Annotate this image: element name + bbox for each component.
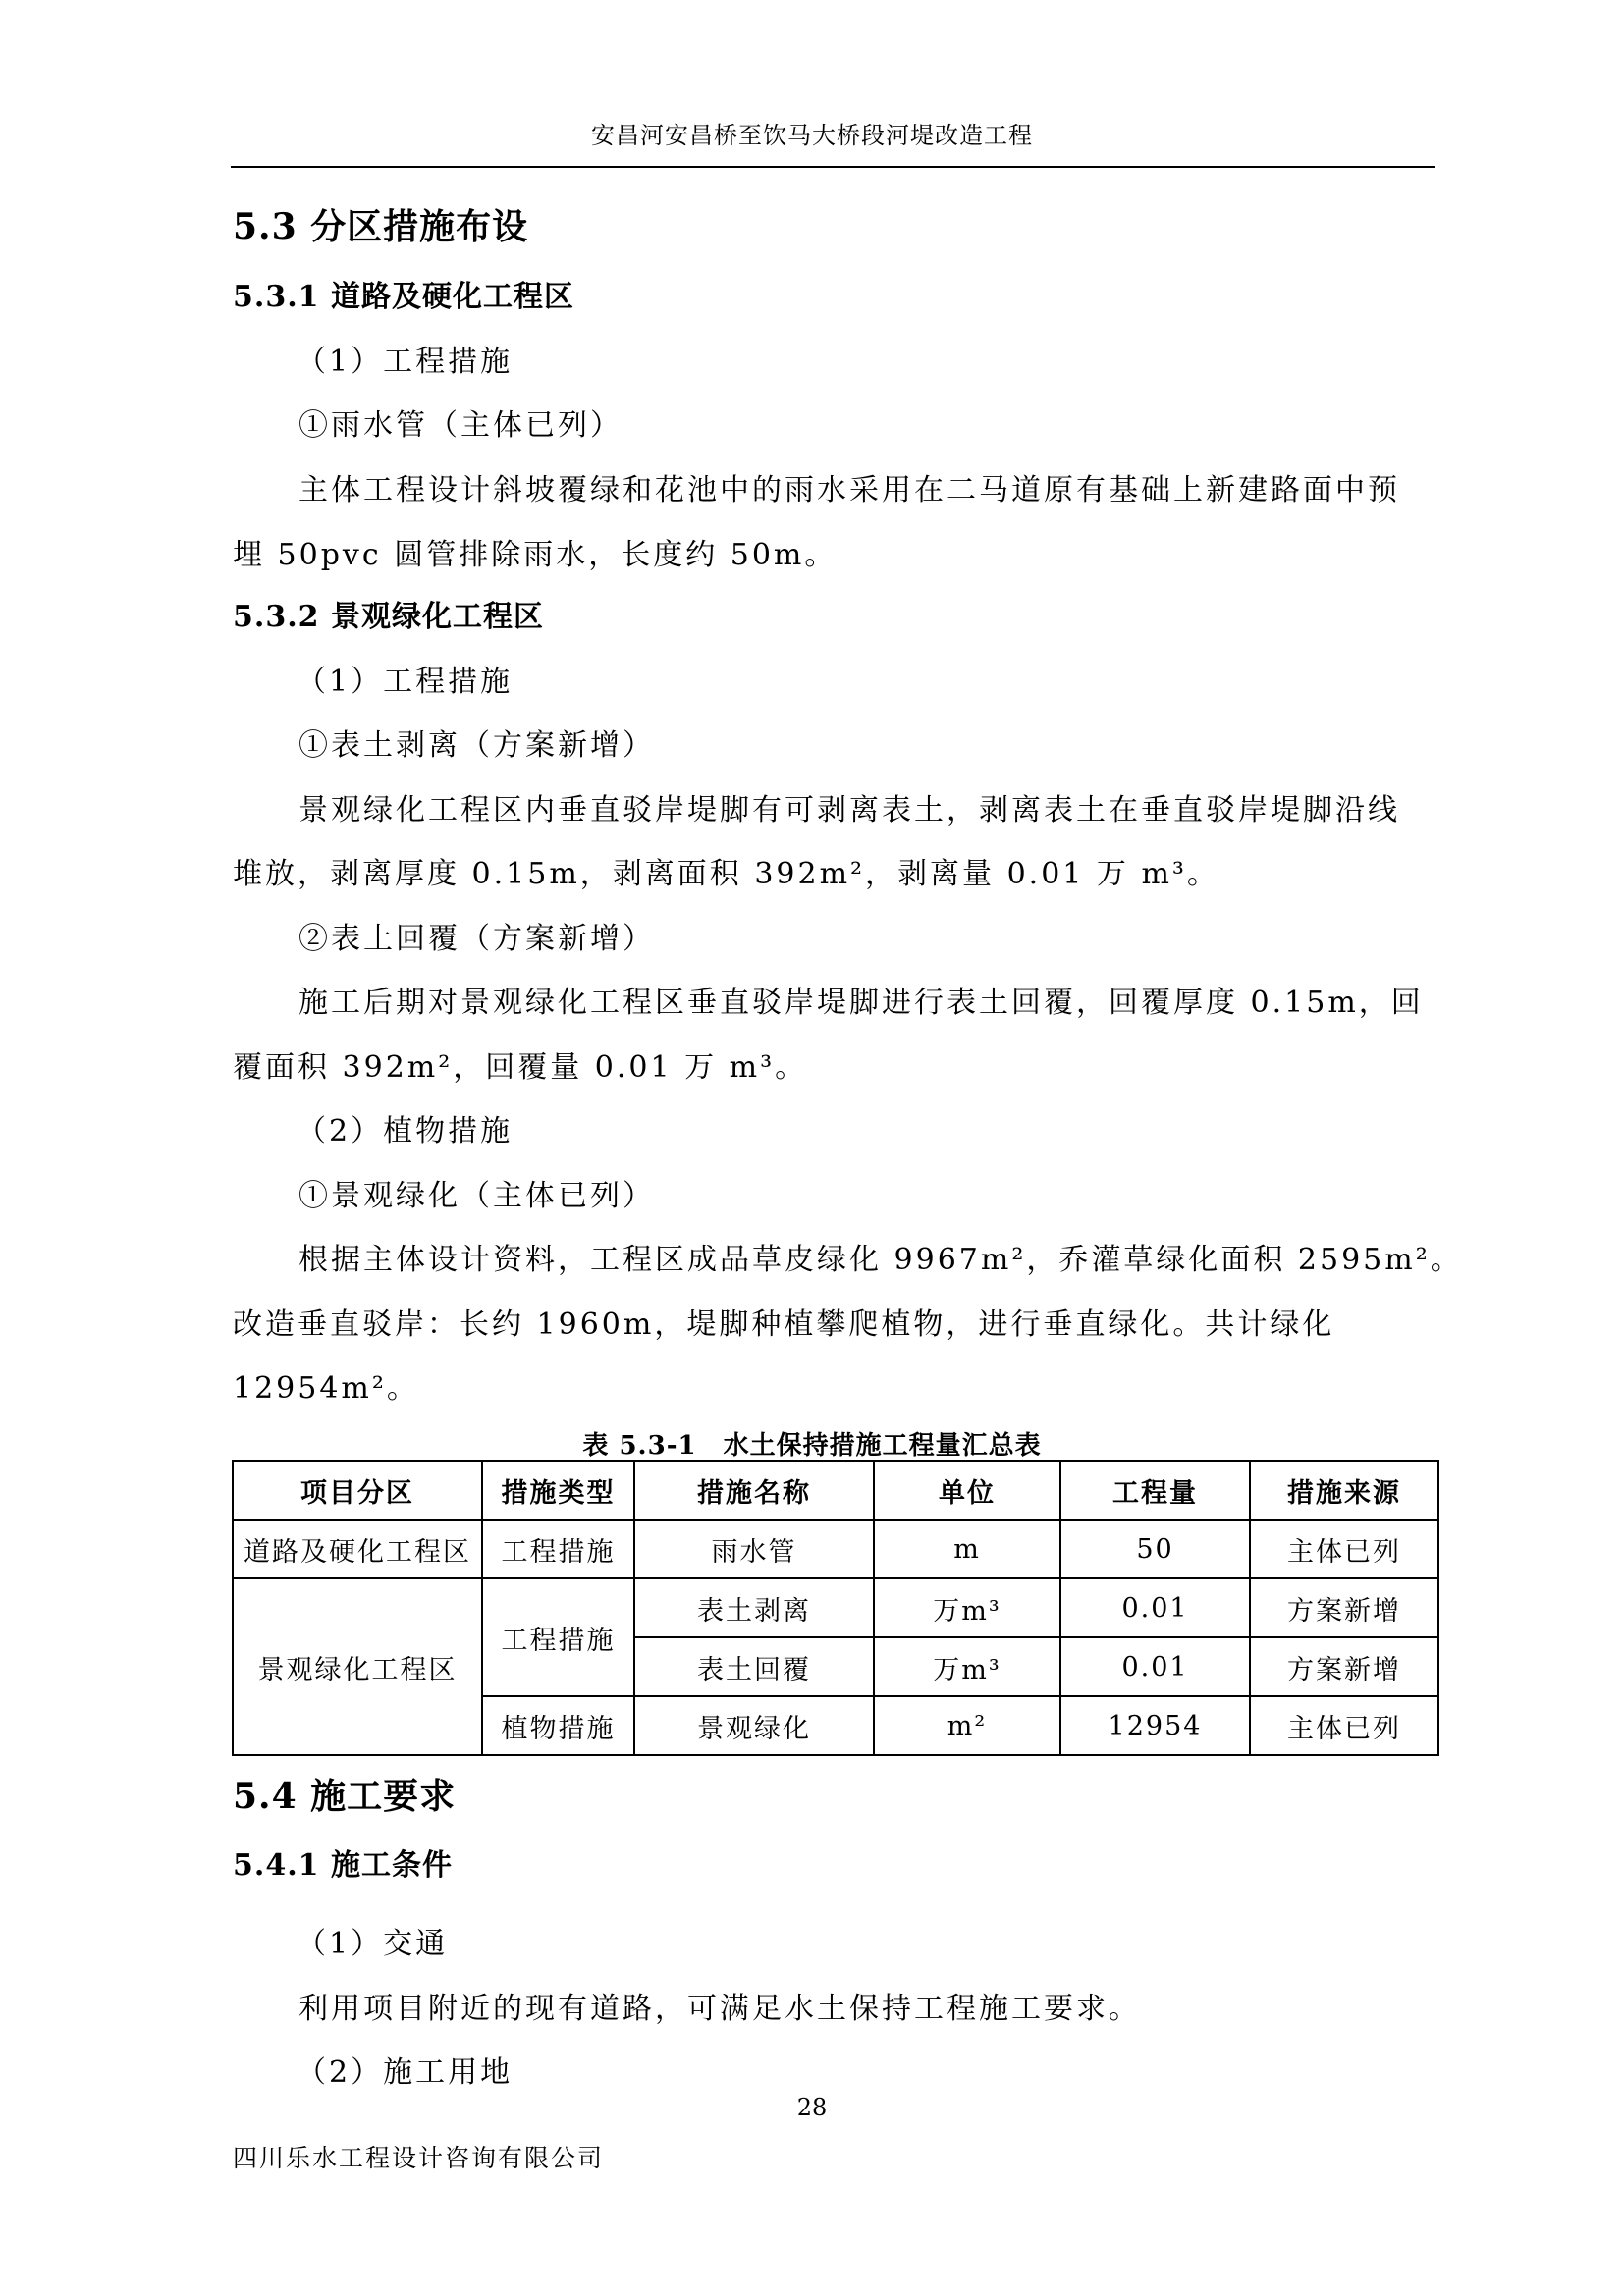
header-rule (231, 166, 1435, 168)
paragraph-line: 改造垂直驳岸：长约 1960m，堤脚种植攀爬植物，进行垂直绿化。共计绿化 (233, 1308, 1335, 1342)
measures-summary-table (232, 1460, 1439, 1756)
measure-type-label: （1）工程措施 (297, 665, 514, 699)
table-cell-name: 表土剥离 (634, 1578, 874, 1637)
table-header-cell: 措施来源 (1250, 1461, 1438, 1520)
table-cell-source: 方案新增 (1250, 1578, 1438, 1637)
table-cell-qty: 12954 (1060, 1696, 1250, 1755)
paragraph-line: 覆面积 392m²，回覆量 0.01 万 m³。 (233, 1050, 808, 1085)
footer-company: 四川乐水工程设计咨询有限公司 (233, 2144, 605, 2172)
paragraph-line: 12954m²。 (233, 1371, 419, 1406)
table-cell-qty: 0.01 (1060, 1578, 1250, 1637)
section-heading-5-3: 5.3 分区措施布设 (233, 206, 529, 247)
paragraph-line: 堆放，剥离厚度 0.15m，剥离面积 392m²，剥离量 0.01 万 m³。 (233, 857, 1219, 891)
subsection-heading-5-3-2: 5.3.2 景观绿化工程区 (233, 600, 544, 634)
table-cell-qty: 50 (1060, 1520, 1250, 1578)
subsection-heading-5-4-1: 5.4.1 施工条件 (233, 1848, 453, 1883)
table-cell-type: 工程措施 (482, 1520, 634, 1578)
table-cell-source: 主体已列 (1250, 1520, 1438, 1578)
paragraph-line: 施工后期对景观绿化工程区垂直驳岸堤脚进行表土回覆，回覆厚度 0.15m，回 (298, 986, 1424, 1020)
measure-type-label: （1）工程措施 (297, 345, 514, 379)
measure-item: ①雨水管（主体已列） (298, 408, 623, 443)
table-header-cell: 单位 (874, 1461, 1060, 1520)
paragraph-line: 埋 50pvc 圆管排除雨水，长度约 50m。 (233, 538, 838, 572)
table-cell-name: 表土回覆 (634, 1637, 874, 1696)
running-header: 安昌河安昌桥至饮马大桥段河堤改造工程 (591, 122, 1033, 149)
table-header-cell: 项目分区 (233, 1461, 482, 1520)
table-cell-unit: m² (874, 1696, 1060, 1755)
table-cell-unit: 万m³ (874, 1637, 1060, 1696)
measure-item: ①景观绿化（主体已列） (298, 1179, 655, 1213)
table-caption: 表 5.3-1 水土保持措施工程量汇总表 (582, 1431, 1042, 1461)
table-cell-unit: m (874, 1520, 1060, 1578)
paragraph-line: 根据主体设计资料，工程区成品草皮绿化 9967m²，乔灌草绿化面积 2595m²。 (298, 1243, 1463, 1277)
table-cell-type: 工程措施 (482, 1578, 634, 1696)
table-cell-name: 景观绿化 (634, 1696, 874, 1755)
table-cell-zone: 景观绿化工程区 (233, 1578, 482, 1755)
table-cell-source: 方案新增 (1250, 1637, 1438, 1696)
condition-label: （1）交通 (297, 1927, 449, 1961)
paragraph-line: 利用项目附近的现有道路，可满足水土保持工程施工要求。 (298, 1992, 1141, 2026)
measure-item: ②表土回覆（方案新增） (298, 922, 655, 956)
table-cell-type: 植物措施 (482, 1696, 634, 1755)
table-header-cell: 措施类型 (482, 1461, 634, 1520)
measure-item: ①表土剥离（方案新增） (298, 728, 655, 763)
table-cell-qty: 0.01 (1060, 1637, 1250, 1696)
table-row (233, 1520, 1438, 1578)
table-header-row (233, 1461, 1438, 1520)
paragraph-line: 景观绿化工程区内垂直驳岸堤脚有可剥离表土，剥离表土在垂直驳岸堤脚沿线 (298, 793, 1400, 828)
table-cell-source: 主体已列 (1250, 1696, 1438, 1755)
table-header-cell: 措施名称 (634, 1461, 874, 1520)
table-row (233, 1578, 1438, 1637)
table-cell-zone: 道路及硬化工程区 (233, 1520, 482, 1578)
table-cell-unit: 万m³ (874, 1578, 1060, 1637)
condition-label: （2）施工用地 (297, 2056, 514, 2090)
page-number: 28 (796, 2094, 828, 2121)
section-heading-5-4: 5.4 施工要求 (233, 1776, 457, 1817)
table-header-cell: 工程量 (1060, 1461, 1250, 1520)
subsection-heading-5-3-1: 5.3.1 道路及硬化工程区 (233, 280, 574, 314)
paragraph-line: 主体工程设计斜坡覆绿和花池中的雨水采用在二马道原有基础上新建路面中预 (298, 473, 1400, 507)
table-cell-name: 雨水管 (634, 1520, 874, 1578)
measure-type-label: （2）植物措施 (297, 1114, 514, 1148)
